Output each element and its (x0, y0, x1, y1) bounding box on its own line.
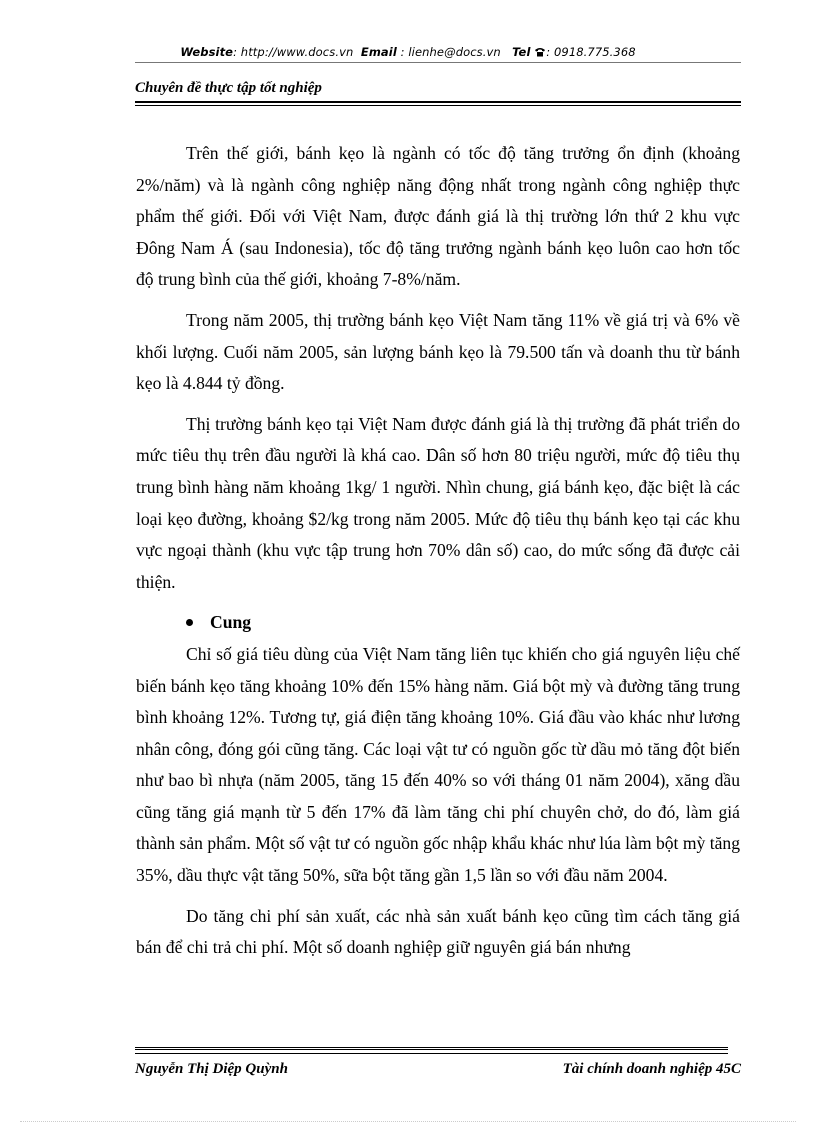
phone-icon (534, 45, 546, 59)
tel-label: Tel (512, 45, 531, 59)
paragraph-3: Thị trường bánh kẹo tại Việt Nam được đánh giá là thị trường đã phát triển do mức tiêu thụ trên đầu người là khá cao. Dân số hơn 80 triệu người, mức độ tiêu thụ trung bình hàng năm khoảng 1kg/ 1 người. Nhìn chung, giá bánh kẹo, đặc biệt là các loại kẹo đường, khoảng $2/kg trong năm 2005. Mức độ tiêu thụ bánh kẹo tại các khu vực ngoại thành (khu vực tập trung hơn 70% dân số) cao, do mức sống đã được cải thiện. (136, 413, 740, 592)
bullet-icon (186, 619, 193, 626)
footer-rule-double (135, 1047, 728, 1050)
tel-value: : 0918.775.368 (546, 45, 636, 59)
website-url[interactable]: : http://www.docs.vn (233, 45, 354, 59)
bullet-label: Cung (210, 612, 252, 633)
email-label: Email (360, 45, 397, 59)
document-body (136, 138, 740, 964)
page-header-title: Chuyên đề thực tập tốt nghiệp (135, 80, 322, 96)
paragraph-2: Trong năm 2005, thị trường bánh kẹo Việt Nam tăng 11% về giá trị và 6% về khối lượng. Cuối năm 2005, sản lượng bánh kẹo là 79.500 tấn và doanh thu từ bánh kẹo là 4.844 tỷ đồng. (136, 309, 740, 394)
header-rule-thin (135, 105, 741, 106)
website-bar (0, 45, 816, 59)
footer-class: Tài chính doanh nghiệp 45C (562, 1061, 741, 1077)
footer-author: Nguyễn Thị Diệp Quỳnh (135, 1061, 288, 1077)
footer-rule-thin (135, 1053, 728, 1054)
bullet-heading (136, 607, 740, 639)
email-value[interactable]: : lienhe@docs.vn (400, 45, 501, 59)
header-rule-thick (135, 101, 741, 103)
paragraph-5: Do tăng chi phí sản xuất, các nhà sản xuất bánh kẹo cũng tìm cách tăng giá bán để chi trả chi phí. Một số doanh nghiệp giữ nguyên giá bán nhưng (136, 905, 740, 958)
paragraph-4: Chỉ số giá tiêu dùng của Việt Nam tăng liên tục khiến cho giá nguyên liệu chế biến bánh kẹo tăng khoảng 10% đến 15% hàng năm. Giá bột mỳ và đường tăng trung bình khoảng 12%. Tương tự, giá điện tăng khoảng 10%. Giá đầu vào khác như lương nhân công, đóng gói cũng tăng. Các loại vật tư có nguồn gốc từ dầu mỏ tăng đột biến như bao bì nhựa (năm 2005, tăng 15 đến 40% so với tháng 01 năm 2004), xăng dầu cũng tăng giá mạnh từ 5 đến 17% đã làm tăng chi phí chuyên chở, do đó, làm giá thành sản phẩm. Một số vật tư có nguồn gốc nhập khẩu khác như lúa làm bột mỳ tăng 35%, dầu thực vật tăng 50%, sữa bột tăng gần 1,5 lần so với đầu năm 2004. (136, 643, 740, 886)
top-rule (135, 62, 741, 63)
page-bottom-border (20, 1121, 796, 1122)
paragraph-1: Trên thế giới, bánh kẹo là ngành có tốc độ tăng trưởng ổn định (khoảng 2%/năm) và là ngành công nghiệp năng động nhất trong ngành công nghiệp thực phẩm thế giới. Đối với Việt Nam, được đánh giá là thị trường lớn thứ 2 khu vực Đông Nam Á (sau Indonesia), tốc độ tăng trưởng ngành bánh kẹo luôn cao hơn tốc độ trung bình của thế giới, khoảng 7-8%/năm. (136, 143, 740, 290)
website-label: Website (180, 45, 234, 59)
